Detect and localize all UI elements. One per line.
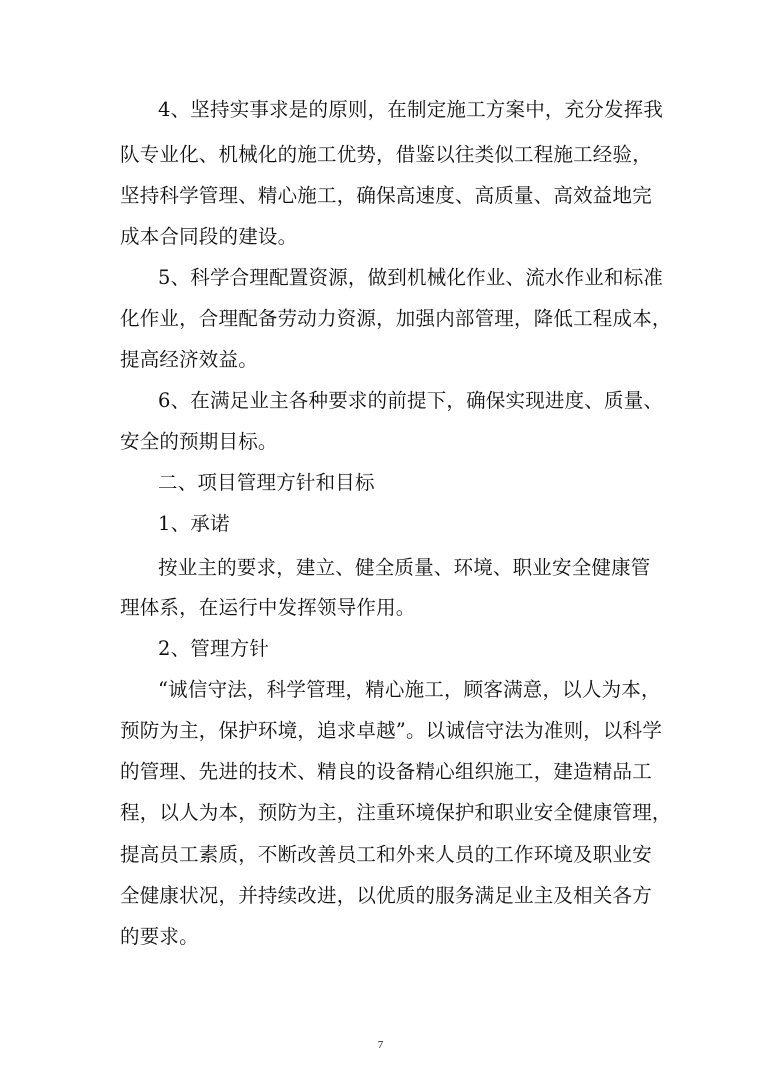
text-line: “诚信守法，科学管理，精心施工，顾客满意，以人为本， — [158, 678, 661, 701]
subsection-heading: 2、管理方针 — [158, 637, 270, 660]
text-line: 理体系，在运行中发挥领导作用。 — [120, 596, 416, 619]
text-line: 全健康状况，并持续改进，以优质的服务满足业主及相关各方 — [120, 884, 652, 907]
text-line: 的管理、先进的技术、精良的设备精心组织施工，建造精品工 — [120, 760, 652, 783]
text-line: 成本合同段的建设。 — [120, 225, 298, 248]
text-line: 4、坚持实事求是的原则，在制定施工方案中，充分发挥我 — [158, 98, 664, 121]
text-line: 程，以人为本，预防为主，注重环境保护和职业安全健康管理， — [120, 801, 672, 824]
text-line: 预防为主，保护环境，追求卓越”。以诚信守法为准则，以科学 — [120, 719, 663, 742]
text-line: 坚持科学管理、精心施工，确保高速度、高质量、高效益地完 — [120, 184, 652, 207]
text-line: 6、在满足业主各种要求的前提下，确保实现进度、质量、 — [158, 389, 664, 412]
text-line: 按业主的要求，建立、健全质量、环境、职业安全健康管 — [158, 556, 651, 579]
text-line: 5、科学合理配置资源，做到机械化作业、流水作业和标准 — [158, 266, 664, 289]
section-heading: 二、项目管理方针和目标 — [158, 471, 375, 494]
page-number: 7 — [377, 1039, 384, 1051]
text-line: 化作业，合理配备劳动力资源，加强内部管理，降低工程成本， — [120, 307, 672, 330]
text-line: 队专业化、机械化的施工优势，借鉴以往类似工程施工经验， — [120, 143, 652, 166]
text-line: 的要求。 — [120, 925, 199, 948]
text-line: 安全的预期目标。 — [120, 430, 278, 453]
text-line: 提高员工素质，不断改善员工和外来人员的工作环境及职业安 — [120, 843, 652, 866]
subsection-heading: 1、承诺 — [158, 512, 230, 535]
text-line: 提高经济效益。 — [120, 348, 258, 371]
